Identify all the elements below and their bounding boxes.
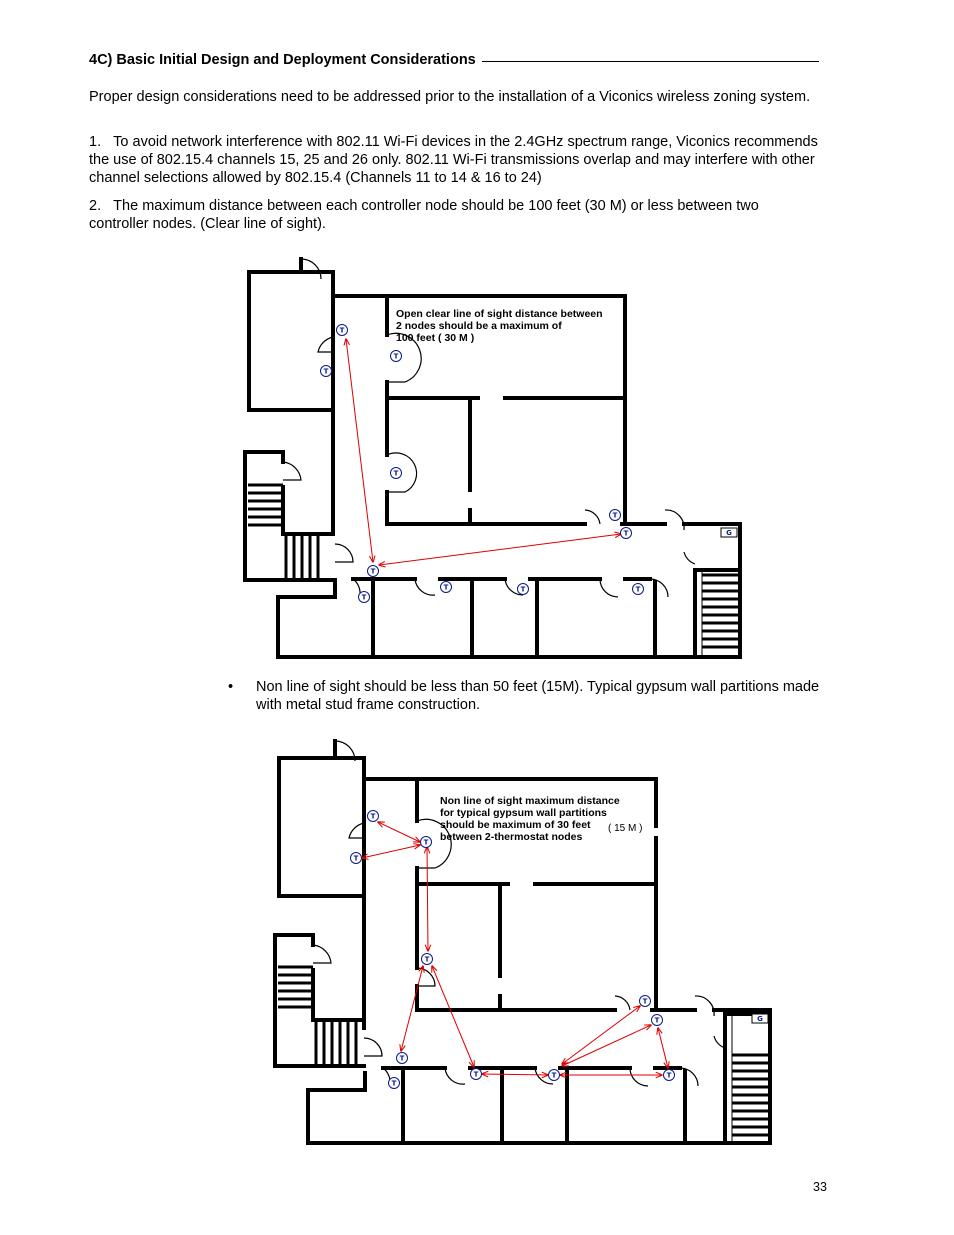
intro-paragraph: Proper design considerations need to be addressed prior to the installation of a Viconics wireless zoning system. (89, 89, 811, 105)
bullet-text: Non line of sight should be less than 50 feet (15M). Typical gypsum wall partitions made with metal stud frame construction. (256, 679, 820, 713)
thermostat-nodes (351, 811, 675, 1089)
controller-gateway-icon (752, 1014, 768, 1023)
svg-text:between 2-thermostat nodes: between 2-thermostat nodes (440, 831, 583, 843)
thermostat-icon (471, 1069, 482, 1080)
svg-text:T: T (424, 955, 430, 964)
svg-text:T: T (666, 1071, 672, 1080)
svg-text:G: G (757, 1015, 763, 1023)
svg-text:T: T (423, 838, 429, 847)
diagram-note (440, 795, 642, 843)
page-number: 33 (813, 1180, 827, 1194)
svg-text:T: T (339, 326, 345, 335)
thermostat-icon (389, 1078, 400, 1089)
svg-text:T: T (551, 1071, 557, 1080)
svg-text:should be maximum of 30 feet: should be maximum of 30 feet (440, 819, 591, 831)
thermostat-icon (422, 954, 433, 965)
thermostat-icon (518, 584, 529, 595)
svg-text:T: T (393, 469, 399, 478)
floor-plan-line-of-sight (240, 252, 745, 662)
thermostat-icon (421, 837, 432, 848)
floor-plan-non-line-of-sight (270, 738, 775, 1150)
svg-text:T: T (443, 583, 449, 592)
item-2-paragraph: 2. The maximum distance between each controller node should be 100 feet (30 M) or less between two controller nodes. (Clear line of sight). (89, 198, 759, 232)
thermostat-icon (640, 996, 651, 1007)
svg-text:( 15 M ): ( 15 M ) (608, 823, 643, 834)
svg-text:Non line of sight maximum dist: Non line of sight maximum distance (440, 795, 620, 807)
svg-text:T: T (654, 1016, 660, 1025)
thermostat-icon (664, 1070, 675, 1081)
svg-text:T: T (393, 352, 399, 361)
svg-text:T: T (361, 593, 367, 602)
svg-text:for typical gypsum wall partit: for typical gypsum wall partitions (440, 807, 607, 819)
section-title: 4C) Basic Initial Design and Deployment Considerations (89, 52, 476, 68)
svg-text:Open clear line of sight dista: Open clear line of sight distance between (396, 308, 603, 320)
svg-text:T: T (370, 567, 376, 576)
stairs (278, 967, 768, 1141)
svg-text:T: T (612, 511, 618, 520)
thermostat-nodes (321, 325, 644, 603)
diagram-note (396, 308, 603, 344)
svg-text:100 feet ( 30 M ): 100 feet ( 30 M ) (396, 332, 475, 344)
svg-text:T: T (353, 854, 359, 863)
svg-text:T: T (642, 997, 648, 1006)
thermostat-icon (359, 592, 370, 603)
thermostat-icon (621, 528, 632, 539)
svg-text:G: G (726, 529, 732, 537)
thermostat-icon (391, 468, 402, 479)
svg-text:T: T (473, 1070, 479, 1079)
thermostat-icon (610, 510, 621, 521)
svg-text:T: T (323, 367, 329, 376)
section-heading (89, 52, 819, 68)
door-swings (313, 741, 725, 1086)
svg-text:T: T (520, 585, 526, 594)
svg-text:2 nodes should be a maximum of: 2 nodes should be a maximum of (396, 320, 562, 332)
non-line-of-sight-arrows (362, 822, 668, 1075)
thermostat-icon (633, 584, 644, 595)
thermostat-icon (368, 566, 379, 577)
thermostat-icon (351, 853, 362, 864)
controller-gateway-icon (721, 528, 737, 537)
heading-rule (482, 61, 819, 62)
item-1-paragraph: 1. To avoid network interference with 802.11 Wi-Fi devices in the 2.4GHz spectrum range, Viconics recommends the use of 802.15.4 channels 15, 25 and 26 only. 802.11 Wi-Fi transmissions overlap and may interfere with other channel selections allowed by 802.15.4 (Channels 11 to 14 & 16 to 24) (89, 134, 818, 186)
thermostat-icon (441, 582, 452, 593)
bullet-symbol: • (228, 679, 234, 695)
svg-text:T: T (391, 1079, 397, 1088)
thermostat-icon (652, 1015, 663, 1026)
thermostat-icon (549, 1070, 560, 1081)
svg-text:T: T (635, 585, 641, 594)
svg-text:T: T (623, 529, 629, 538)
thermostat-icon (337, 325, 348, 336)
thermostat-icon (391, 351, 402, 362)
stairs (248, 485, 738, 655)
svg-text:T: T (370, 812, 376, 821)
thermostat-icon (397, 1053, 408, 1064)
thermostat-icon (368, 811, 379, 822)
thermostat-icon (321, 366, 332, 377)
svg-text:T: T (399, 1054, 405, 1063)
